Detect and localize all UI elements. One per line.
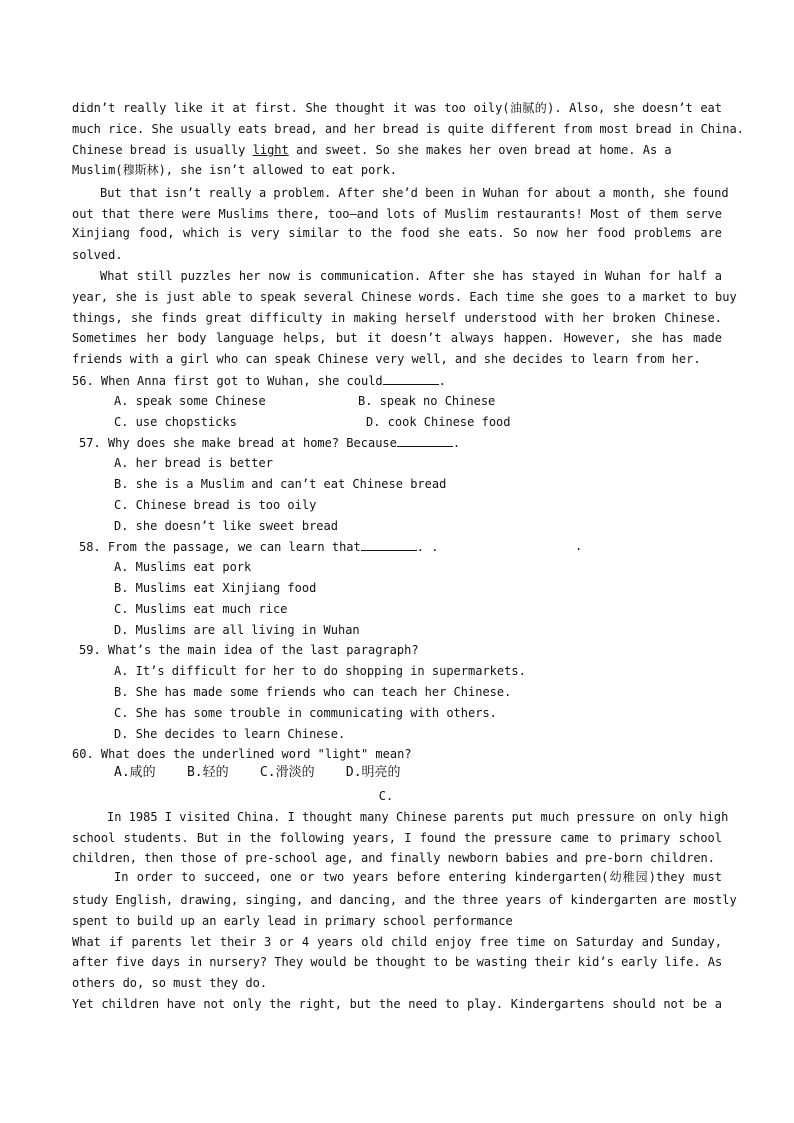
option-58-b: B. Muslims eat Xinjiang food [114,581,317,595]
passage-b-paragraph-3-start: What still puzzles her now is communication. After she has stayed in Wuhan for half a [100,269,722,283]
stray-period: . [575,539,583,553]
passage-c-line-5: study English, drawing, singing, and dancing, and the three years of kindergarten are mostly [72,893,737,907]
passage-b-line-7: Xinjiang food, which is very similar to the food she eats. So now her food problems are [72,226,722,240]
passage-c-line-6: spent to build up an early lead in primary school performance [72,914,513,928]
option-57-d: D. she doesn’t like sweet bread [114,519,338,533]
option-59-c: C. She has some trouble in communicating with others. [114,706,497,720]
passage-b-line-8: solved. [72,248,123,262]
option-58-a: A. Muslims eat pork [114,560,252,574]
passage-c-line-3: children, then those of pre-school age, and finally newborn babies and pre-born children. [72,851,715,865]
question-stem: 56. When Anna first got to Wuhan, she could [72,374,383,388]
passage-c-line-9: others do, so must they do. [72,976,268,990]
line-text: Chinese bread is usually [72,143,253,157]
option-59-a: A. It’s difficult for her to do shopping in supermarkets. [114,664,526,678]
option-60-all: A.咸的 B.轻的 C.滑淡的 D.明亮的 [114,765,401,780]
line-text: and sweet. So she makes her oven bread at home. As a [288,143,672,157]
section-heading-c: C. [378,789,394,803]
passage-b-line-12: Sometimes her body language helps, but it doesn’t always happen. However, she has made [72,331,722,345]
answer-blank [397,434,453,447]
passage-b-paragraph-2-start: But that isn’t really a problem. After she’d been in Wuhan for about a month, she found [100,186,729,200]
option-56-b: B. speak no Chinese [358,394,496,408]
option-59-b: B. She has made some friends who can teach her Chinese. [114,685,512,699]
question-end: . . [416,540,439,554]
passage-b-line-2: much rice. She usually eats bread, and her bread is quite different from most bread in China. [72,122,744,136]
passage-c-line-2: school students. But in the following years, I found the pressure came to primary school [72,831,722,845]
option-56-a: A. speak some Chinese [114,394,266,408]
underlined-word-light: light [252,143,289,157]
answer-blank [383,372,439,385]
question-stem: 57. Why does she make bread at home? Because [79,436,397,450]
passage-c-paragraph-1-start: In 1985 I visited China. I thought many Chinese parents put much pressure on only high [107,810,729,824]
answer-blank [361,538,417,551]
question-58 [79,538,499,555]
option-58-c: C. Muslims eat much rice [114,602,288,616]
option-58-d: D. Muslims are all living in Wuhan [114,623,360,637]
passage-b-line-10: year, she is just able to speak several Chinese words. Each time she goes to a market to buy [72,290,737,304]
option-57-b: B. she is a Muslim and can’t eat Chinese bread [114,477,447,491]
option-57-c: C. Chinese bread is too oily [114,498,317,512]
passage-b-line-11: things, she finds great difficulty in making herself understood with her broken Chinese. [72,311,722,325]
question-stem: 58. From the passage, we can learn that [79,540,361,554]
passage-b-line-4: Muslim(穆斯林), she isn’t allowed to eat pork. [72,163,397,177]
question-59: 59. What’s the main idea of the last paragraph? [79,643,419,657]
passage-c-line-8: after five days in nursery? They would be thought to be wasting their kid’s early life. As [72,955,723,969]
question-end: . [452,436,461,450]
passage-c-paragraph-3-start: What if parents let their 3 or 4 years old child enjoy free time on Saturday and Sunday, [72,935,722,949]
question-60: 60. What does the underlined word "light" mean? [72,747,412,761]
passage-c-paragraph-4-start: Yet children have not only the right, but the need to play. Kindergartens should not be a [72,997,722,1011]
option-59-d: D. She decides to learn Chinese. [114,727,346,741]
passage-b-line-3 [72,142,722,158]
question-56 [72,372,722,389]
passage-b-line-1: didn’t really like it at first. She thought it was too oily(油腻的). Also, she doesn’t eat [72,101,722,115]
question-57 [79,434,729,451]
passage-c-paragraph-2-start: In order to succeed, one or two years before entering kindergarten(幼稚园)they must [114,870,722,884]
option-56-d: D. cook Chinese food [366,415,511,429]
option-56-c: C. use chopsticks [114,415,237,429]
passage-b-line-13: friends with a girl who can speak Chinese very well, and she decides to learn from her. [72,352,701,366]
question-end: . [438,374,446,388]
option-57-a: A. her bread is better [114,456,273,470]
passage-b-line-6: out that there were Muslims there, too—and lots of Muslim restaurants! Most of them serve [72,207,722,221]
